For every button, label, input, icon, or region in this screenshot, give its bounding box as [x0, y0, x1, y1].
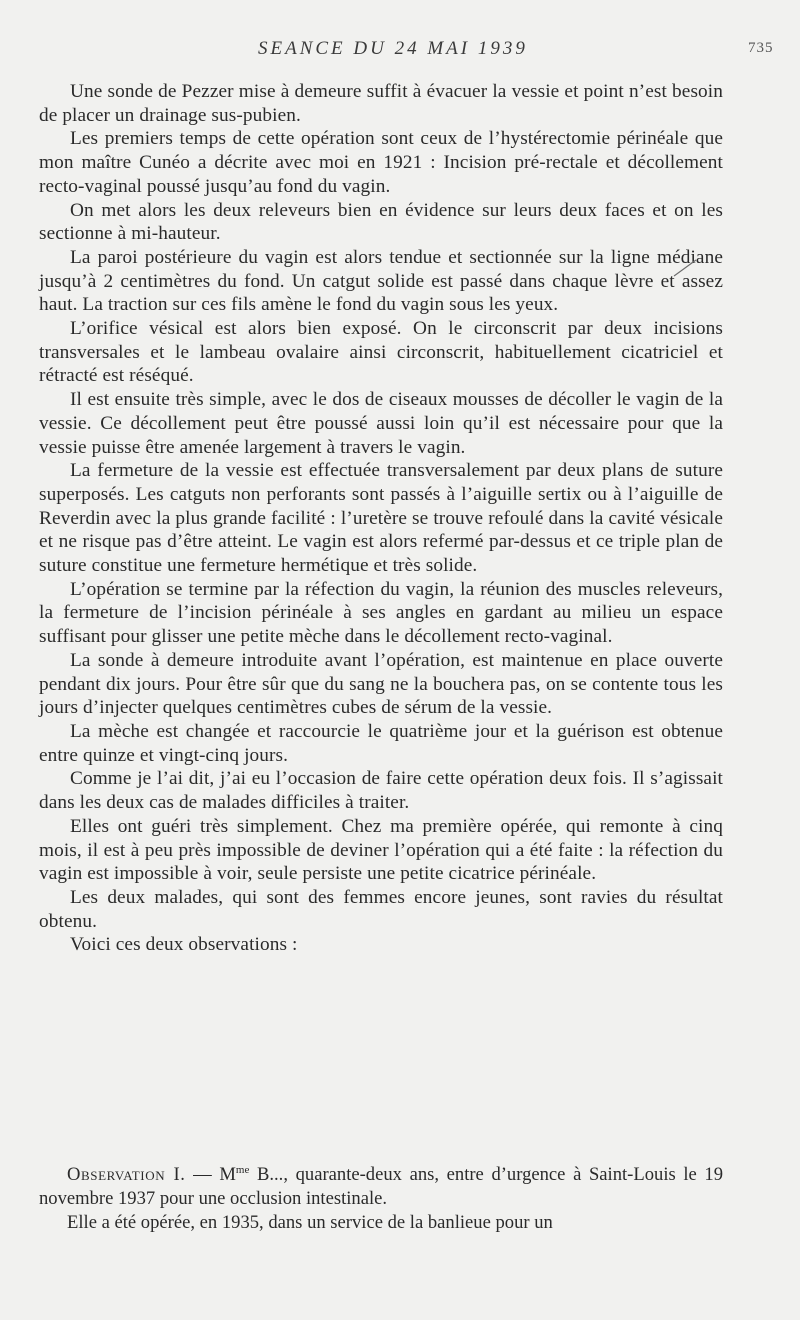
paragraph: La paroi postérieure du vagin est alors tendue et sectionnée sur la ligne médiane jusqu’à 2 centimètres du fond. Un catgut solide est passé dans chaque lèvre et assez haut. La traction sur ces fils amène le fond du vagin sous les yeux. — [39, 246, 723, 316]
paragraph: Une sonde de Pezzer mise à demeure suffit à évacuer la vessie et point n’est besoin de placer un drainage sus-pubien. — [39, 81, 723, 126]
paragraph: Elles ont guéri très simplement. Chez ma première opérée, qui remonte à cinq mois, il est à peu près impossible de deviner l’opération qui a été faite : la réfection du vagin est impossible à voir, seule persiste une petite cicatrice périnéale. — [39, 815, 723, 885]
observation-dash: — — [185, 1164, 220, 1186]
patient-title-superscript: me — [235, 1164, 250, 1176]
paragraph: Comme je l’ai dit, j’ai eu l’occasion de faire cette opération deux fois. Il s’agissait dans les deux cas de malades difficiles à traiter. — [39, 768, 723, 814]
observation-paragraph — [39, 1158, 723, 1211]
observation-label: Observation I. — [67, 1164, 186, 1186]
paragraph: Voici ces deux observations : — [70, 934, 298, 956]
observation-block — [39, 1158, 723, 1235]
page-number: 735 — [748, 40, 774, 56]
running-title: SEANCE DU 24 MAI 1939 — [258, 38, 528, 59]
paragraph: La fermeture de la vessie est effectuée transversalement par deux plans de suture superposés. Les catguts non perforants sont passés à l’aiguille sertix ou à l’aiguille de Reverdin avec la plus grande facilité : l’uretère se trouve refoulé dans la cavité vésicale et ne risque pas d’être atteint. Le vagin est alors refermé par-dessus et ce triple plan de suture constitue une fermeture hermétique et très solide. — [39, 460, 723, 577]
paragraph: Il est ensuite très simple, avec le dos de ciseaux mousses de décoller le vagin de la vessie. Ce décollement peut être poussé aussi loin qu’il est nécessaire pour que la vessie puisse être amenée largement à travers le vagin. — [39, 389, 723, 458]
paragraph: Les deux malades, qui sont des femmes encore jeunes, sont ravies du résultat obtenu. — [39, 886, 723, 932]
body-text — [39, 80, 723, 957]
paragraph: On met alors les deux releveurs bien en évidence sur leurs deux faces et on les sectionne à mi-hauteur. — [39, 199, 723, 245]
paragraph: L’orifice vésical est alors bien exposé. On le circonscrit par deux incisions transversales et le lambeau ovalaire ainsi circonscrit, habituellement cicatriciel et rétracté est réséqué. — [39, 318, 723, 387]
observation-next-paragraph: Elle a été opérée, en 1935, dans un service de la banlieue pour un — [67, 1212, 553, 1234]
page-header — [0, 34, 800, 64]
observation-text: B..., quarante-deux ans, entre d’urgence à Saint-Louis le 19 novembre 1937 pour une occlusion intestinale. — [39, 1164, 723, 1210]
patient-title: M — [219, 1164, 236, 1186]
paragraph: L’opération se termine par la réfection du vagin, la réunion des muscles releveurs, la fermeture de l’incision périnéale à ses angles en gardant au milieu un espace suffisant pour glisser une petite mèche dans le décollement recto-vaginal. — [39, 578, 723, 648]
paragraph: Les premiers temps de cette opération sont ceux de l’hystérectomie périnéale que mon maître Cunéo a décrite avec moi en 1921 : Incision pré-rectale et décollement recto-vaginal poussé jusqu’au fond du vagin. — [39, 128, 723, 197]
paragraph: La mèche est changée et raccourcie le quatrième jour et la guérison est obtenue entre quinze et vingt-cinq jours. — [39, 720, 723, 766]
pencil-annotation-mark — [672, 258, 698, 278]
paragraph: La sonde à demeure introduite avant l’opération, est maintenue en place ouverte pendant dix jours. Pour être sûr que du sang ne la bouchera pas, on se contente tous les jours d’injecter quelques centimètres cubes de sérum de la vessie. — [39, 649, 723, 719]
